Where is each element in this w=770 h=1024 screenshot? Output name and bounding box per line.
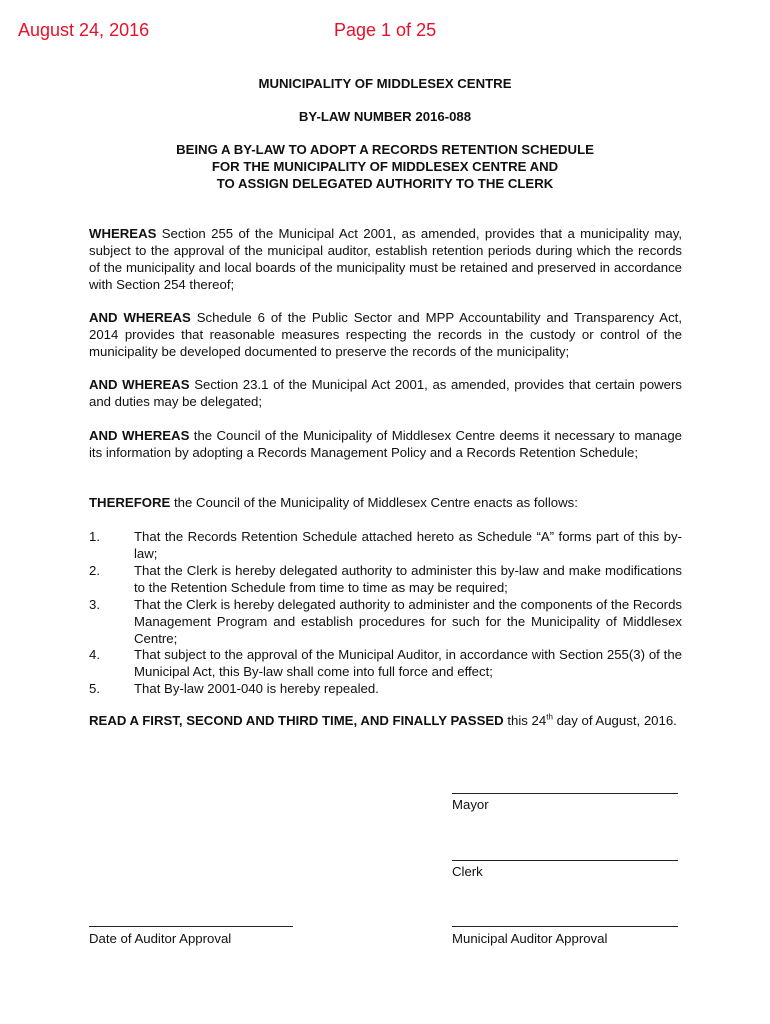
list-item-number: 3. [89,597,100,612]
list-item-number: 1. [89,529,100,544]
auditor-signature-label: Municipal Auditor Approval [452,931,608,946]
passed-statement [89,712,682,729]
municipality-title: MUNICIPALITY OF MIDDLESEX CENTRE [258,76,512,91]
bylaw-number: BY-LAW NUMBER 2016-088 [298,109,472,124]
header-page-number: Page 1 of 25 [334,20,437,40]
mayor-signature-line [452,793,678,794]
passed-text-end: day of August, 2016. [552,713,677,728]
bylaw-subject-line: BEING A BY-LAW TO ADOPT A RECORDS RETENTION SCHEDULE [176,142,594,157]
paragraph-text: the Council of the Municipality of Middlesex Centre deems it necessary to manage its information by adopting a Records Management Policy and a Records Retention Schedule; [89,428,683,460]
header-date: August 24, 2016 [18,20,150,40]
passed-text: this 24 [503,713,547,728]
whereas-paragraph [89,376,682,410]
clerk-signature-line [452,860,678,861]
paragraph-text: the Council of the Municipality of Middlesex Centre enacts as follows: [170,495,578,510]
bylaw-subject [0,141,770,192]
bylaw-subject-line: TO ASSIGN DELEGATED AUTHORITY TO THE CLERK [216,176,554,191]
list-item-number: 5. [89,681,100,696]
whereas-paragraph [89,225,682,293]
paragraph-lead: AND WHEREAS [89,428,190,443]
paragraph-lead: AND WHEREAS [89,377,190,392]
passed-lead: READ A FIRST, SECOND AND THIRD TIME, AND FINALLY PASSED [89,713,504,728]
list-item-text: That subject to the approval of the Municipal Auditor, in accordance with Section 255(3) of the Municipal Act, this By-law shall come into full force and effect; [134,647,682,679]
bylaw-subject-line: FOR THE MUNICIPALITY OF MIDDLESEX CENTRE AND [211,159,559,174]
clerk-signature-label: Clerk [452,864,483,879]
list-item-number: 4. [89,647,100,662]
mayor-signature-label: Mayor [452,797,489,812]
list-item-text: That the Clerk is hereby delegated authority to administer and the components of the Records Management Program and establish procedures for such for the Municipality of Middlesex Centre; [134,597,682,646]
auditor-approval-date-label: Date of Auditor Approval [89,931,232,946]
paragraph-lead: THEREFORE [89,495,171,510]
auditor-signature-line [452,926,678,927]
list-item-text: That the Records Retention Schedule attached hereto as Schedule “A” forms part of this by-law; [134,529,682,561]
auditor-approval-date-line [89,926,293,927]
list-item-number: 2. [89,563,100,578]
paragraph-lead: WHEREAS [89,226,157,241]
paragraph-text: Schedule 6 of the Public Sector and MPP Accountability and Transparency Act, 2014 provides that reasonable measures respecting the records in the custody or control of the municipality be developed documented to preserve the records of the municipality; [89,310,682,359]
therefore-paragraph [89,494,682,511]
ordinal-suffix: th [546,712,553,722]
list-item-text: That the Clerk is hereby delegated authority to administer this by-law and make modifications to the Retention Schedule from time to time as may be required; [134,563,682,595]
paragraph-text: Section 23.1 of the Municipal Act 2001, as amended, provides that certain powers and duties may be delegated; [89,377,683,409]
paragraph-lead: AND WHEREAS [89,310,191,325]
whereas-paragraph [89,427,682,461]
paragraph-text: Section 255 of the Municipal Act 2001, as amended, provides that a municipality may, subject to the approval of the municipal auditor, establish retention periods during which the records of the municipality and local boards of the municipality must be retained and preserved in accordance with Section 254 thereof; [89,226,682,292]
whereas-paragraph [89,309,682,360]
list-item-text: That By-law 2001-040 is hereby repealed. [134,681,379,696]
